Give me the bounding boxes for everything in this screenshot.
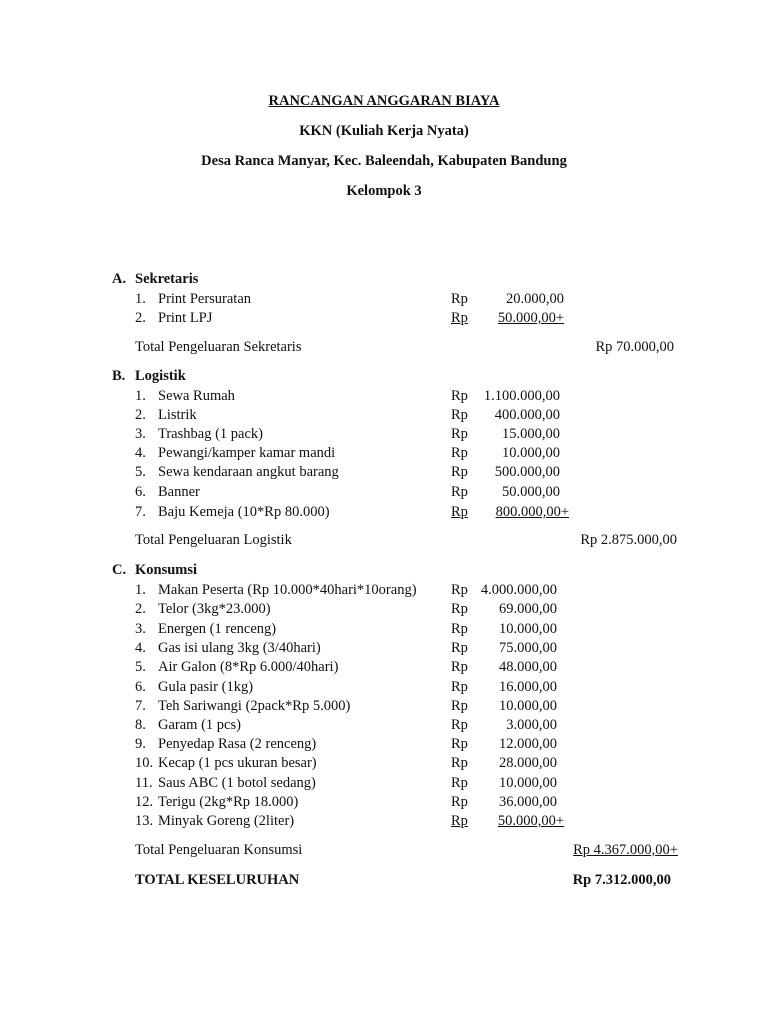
item-number: 5. [135,464,146,480]
item-cost [451,463,560,482]
item-description: Trashbag (1 pack) [158,426,263,442]
amount-value: 16.000,00 [499,679,557,695]
section-letter: C. [112,562,127,578]
section-letter: A. [112,271,127,287]
section-total-value: Rp 2.875.000,00 [580,532,677,548]
item-number: 1. [135,388,146,404]
item-number: 2. [135,310,146,326]
amount-value: 75.000,00 [499,640,557,656]
item-description: Gas isi ulang 3kg (3/40hari) [158,640,321,656]
currency-label: Rp [451,736,468,752]
item-cost [451,812,564,831]
item-description: Print LPJ [158,310,213,326]
amount-value: 10.000,00 [499,698,557,714]
section-title: Konsumsi [135,562,198,578]
item-cost [451,444,560,463]
item-description: Air Galon (8*Rp 6.000/40hari) [158,659,339,675]
item-cost [451,697,557,716]
amount-value: 20.000,00 [506,291,564,307]
amount-value: 50.000,00+ [497,310,564,326]
item-cost [451,793,557,812]
currency-label: Rp [451,445,468,461]
item-cost [451,639,557,658]
item-cost [451,483,560,502]
amount-value: 48.000,00 [499,659,557,675]
section-total-label: Total Pengeluaran Konsumsi [135,842,303,858]
item-cost [451,425,560,444]
amount-value: 500.000,00 [494,464,560,480]
currency-label: Rp [451,582,468,598]
document-title: RANCANGAN ANGGARAN BIAYA [268,93,500,109]
amount-value: 15.000,00 [502,426,560,442]
item-cost [451,290,564,309]
item-number: 8. [135,717,146,733]
item-description: Terigu (2kg*Rp 18.000) [158,794,299,810]
currency-label: Rp [451,679,468,695]
amount-value: 800.000,00+ [495,504,569,520]
item-description: Baju Kemeja (10*Rp 80.000) [158,504,330,520]
item-cost [451,754,557,773]
currency-label: Rp [451,601,468,617]
item-number: 1. [135,291,146,307]
amount-value: 400.000,00 [494,407,560,423]
currency-label: Rp [451,717,468,733]
amount-value: 10.000,00 [499,775,557,791]
item-number: 1. [135,582,146,598]
grand-total-label: TOTAL KESELURUHAN [135,872,300,888]
section-total-value: Rp 4.367.000,00+ [573,842,678,858]
currency-label: Rp [451,755,468,771]
item-cost [451,309,564,328]
section-heading-konsumsi [112,562,197,579]
currency-label: Rp [451,484,468,500]
currency-label: Rp [451,504,468,520]
section-total-label: Total Pengeluaran Logistik [135,532,292,548]
currency-label: Rp [451,698,468,714]
currency-label: Rp [451,407,468,423]
document-location: Desa Ranca Manyar, Kec. Baleendah, Kabupaten Bandung [201,153,567,169]
item-cost [451,716,557,735]
item-number: 9. [135,736,146,752]
item-description: Kecap (1 pcs ukuran besar) [158,755,317,771]
amount-value: 69.000,00 [499,601,557,617]
item-cost [451,581,557,600]
item-number: 7. [135,698,146,714]
item-number: 6. [135,484,146,500]
item-number: 4. [135,640,146,656]
amount-value: 3.000,00 [506,717,557,733]
currency-label: Rp [451,388,468,404]
item-number: 2. [135,407,146,423]
item-description: Penyedap Rasa (2 renceng) [158,736,317,752]
amount-value: 28.000,00 [499,755,557,771]
currency-label: Rp [451,640,468,656]
item-description: Energen (1 renceng) [158,621,277,637]
grand-total-value: Rp 7.312.000,00 [572,872,671,888]
item-description: Telor (3kg*23.000) [158,601,271,617]
amount-value: 50.000,00 [502,484,560,500]
item-number: 6. [135,679,146,695]
item-number: 11. [135,775,153,791]
item-cost [451,774,557,793]
amount-value: 1.100.000,00 [483,388,560,404]
item-description: Listrik [158,407,197,423]
amount-value: 36.000,00 [499,794,557,810]
item-description: Garam (1 pcs) [158,717,241,733]
document-group: Kelompok 3 [346,183,422,199]
currency-label: Rp [451,291,468,307]
section-title: Logistik [135,368,186,384]
item-description: Saus ABC (1 botol sedang) [158,775,316,791]
currency-label: Rp [451,775,468,791]
item-cost [451,600,557,619]
item-description: Pewangi/kamper kamar mandi [158,445,336,461]
item-cost [451,658,557,677]
currency-label: Rp [451,794,468,810]
item-description: Sewa kendaraan angkut barang [158,464,339,480]
amount-value: 50.000,00+ [497,813,564,829]
section-total-label: Total Pengeluaran Sekretaris [135,339,302,355]
item-description: Banner [158,484,200,500]
item-description: Teh Sariwangi (2pack*Rp 5.000) [158,698,351,714]
amount-value: 12.000,00 [499,736,557,752]
item-cost [451,678,557,697]
section-heading-logistik [112,368,186,385]
amount-value: 10.000,00 [502,445,560,461]
item-number: 5. [135,659,146,675]
currency-label: Rp [451,310,468,326]
item-number: 3. [135,426,146,442]
currency-label: Rp [451,621,468,637]
item-description: Gula pasir (1kg) [158,679,254,695]
item-number: 3. [135,621,146,637]
item-cost [451,387,560,406]
amount-value: 10.000,00 [499,621,557,637]
item-number: 2. [135,601,146,617]
item-number: 7. [135,504,146,520]
section-title: Sekretaris [135,271,199,287]
item-cost [451,503,569,522]
section-heading-sekretaris [112,271,198,288]
item-cost [451,620,557,639]
item-description: Sewa Rumah [158,388,235,404]
item-cost [451,735,557,754]
item-number: 4. [135,445,146,461]
item-number: 10. [135,755,154,771]
section-total-value: Rp 70.000,00 [595,339,674,355]
currency-label: Rp [451,464,468,480]
item-description: Minyak Goreng (2liter) [158,813,295,829]
section-letter: B. [112,368,126,384]
currency-label: Rp [451,813,468,829]
currency-label: Rp [451,426,468,442]
item-number: 13. [135,813,154,829]
document-subtitle: KKN (Kuliah Kerja Nyata) [299,123,469,139]
item-number: 12. [135,794,154,810]
item-cost [451,406,560,425]
amount-value: 4.000.000,00 [480,582,557,598]
item-description: Makan Peserta (Rp 10.000*40hari*10orang) [158,582,417,598]
currency-label: Rp [451,659,468,675]
item-description: Print Persuratan [158,291,252,307]
